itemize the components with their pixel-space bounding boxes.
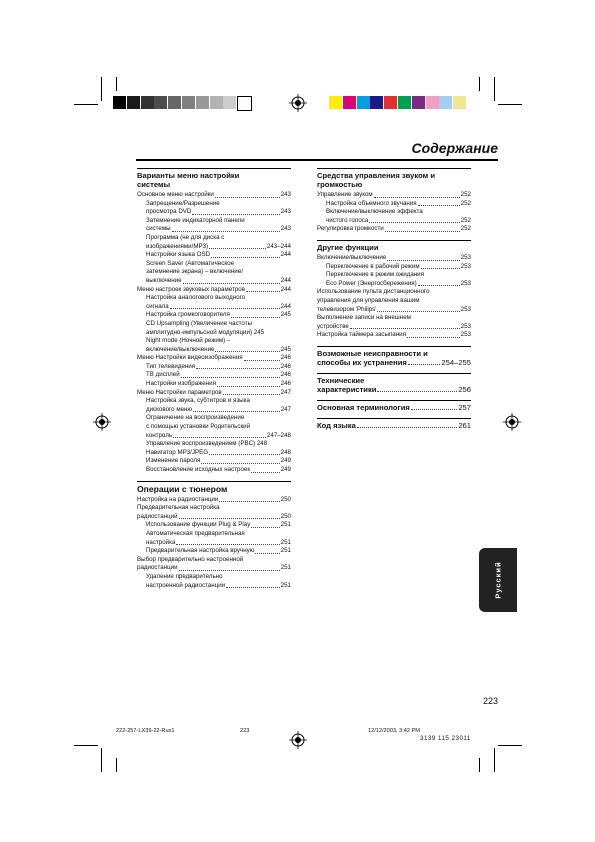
toc-entry-line: Настройка звука, субтитров и языка bbox=[146, 397, 250, 405]
toc-leader-dots bbox=[407, 337, 460, 338]
process-color-swatch bbox=[412, 96, 425, 109]
toc-entry bbox=[317, 200, 471, 209]
toc-entry-text: Управление звуком bbox=[317, 191, 373, 198]
toc-entry-page: 249 bbox=[280, 457, 291, 465]
toc-section bbox=[317, 373, 471, 394]
toc-entry-page: 252 bbox=[460, 216, 471, 224]
toc-leader-dots bbox=[179, 570, 280, 571]
toc-leader-dots bbox=[179, 518, 280, 519]
toc-entry-line: Ограничение на воспроизведение bbox=[146, 414, 245, 422]
toc-entry-line: Запрещение/Разрешение bbox=[146, 199, 220, 207]
toc-leader-dots bbox=[196, 368, 280, 369]
toc-entry bbox=[137, 539, 291, 548]
page-number: 223 bbox=[482, 696, 498, 706]
toc-entry-text: Изменение пароля bbox=[146, 457, 201, 465]
toc-entry-text: сигнала bbox=[146, 302, 169, 310]
toc-leader-dots bbox=[219, 501, 279, 502]
grayscale-swatch bbox=[168, 96, 181, 109]
toc-entry-page: 253 bbox=[460, 322, 471, 330]
crop-mark-bottom-right-v bbox=[494, 748, 495, 772]
toc-entry-line: Night mode (Ночной режим) – bbox=[146, 337, 231, 345]
toc-entry-page: 251 bbox=[280, 521, 291, 529]
toc-entry bbox=[317, 191, 471, 200]
toc-leader-dots bbox=[215, 197, 280, 198]
toc-entry-text: настроенной радиостанции bbox=[146, 581, 226, 589]
toc-leader-dots bbox=[421, 268, 460, 269]
language-side-tab bbox=[479, 548, 517, 612]
toc-entry-page: 245 bbox=[280, 311, 291, 319]
toc-entry bbox=[137, 440, 291, 449]
title-rule bbox=[136, 159, 498, 161]
toc-entry bbox=[137, 191, 291, 200]
toc-entry-text: включение/выключение bbox=[146, 345, 215, 353]
toc-leader-dots bbox=[246, 291, 280, 292]
toc-entry-text: Использование функции Plug & Play bbox=[146, 521, 251, 529]
toc-entry bbox=[317, 323, 471, 332]
toc-entry bbox=[137, 513, 291, 522]
crop-mark-bottom-right-h bbox=[498, 745, 522, 746]
toc-entry bbox=[137, 286, 291, 295]
grayscale-swatch bbox=[154, 96, 167, 109]
toc-entry-page: 257 bbox=[458, 402, 471, 412]
toc-leader-dots bbox=[231, 317, 280, 318]
toc-entry-line: Использование пульта дистанционного bbox=[317, 288, 430, 296]
toc-entry-text: радиостанции bbox=[137, 564, 178, 572]
toc-entry-line: CD Upsampling (Увеличение частоты bbox=[146, 319, 253, 327]
toc-entry-text: устройстве bbox=[317, 322, 349, 330]
toc-entry bbox=[137, 582, 291, 591]
toc-section-title-line: Средства управления звуком и bbox=[317, 171, 436, 180]
toc-entry bbox=[317, 225, 471, 234]
toc-section bbox=[317, 240, 471, 340]
toc-entry-page: 249 bbox=[280, 466, 291, 473]
toc-leader-dots bbox=[209, 454, 280, 455]
toc-section-title-line: системы bbox=[137, 180, 171, 189]
toc-leader-dots bbox=[411, 409, 458, 410]
toc-entry-page: 256 bbox=[458, 384, 471, 394]
toc-leader-dots bbox=[387, 260, 459, 261]
grayscale-swatch bbox=[127, 96, 140, 109]
process-color-swatch bbox=[384, 96, 397, 109]
toc-entry-page: 254–255 bbox=[441, 357, 471, 367]
toc-entry-text: Управление воспроизведением (PBC) bbox=[146, 440, 256, 448]
toc-entry-page: 252 bbox=[460, 199, 471, 207]
toc-entry-page: 252 bbox=[460, 225, 471, 233]
toc-entry bbox=[137, 496, 291, 505]
toc-entry-page: 253 bbox=[460, 253, 471, 261]
crop-mark-top-right-h bbox=[498, 104, 522, 105]
toc-section-title-line: громкостью bbox=[317, 180, 363, 189]
toc-section-title bbox=[137, 168, 291, 189]
process-color-swatch bbox=[426, 96, 439, 109]
toc-entry-text: амплитудно-импульсной модуляции) bbox=[146, 328, 253, 336]
toc-entry-text: Настройки изображения bbox=[146, 380, 216, 388]
process-color-swatch bbox=[439, 96, 452, 109]
crop-mark-top-left-h bbox=[74, 104, 98, 105]
toc-right-column bbox=[317, 168, 471, 436]
toc-entry-page: 253 bbox=[460, 305, 471, 313]
toc-entry bbox=[137, 389, 291, 398]
crop-mark-top-left-v bbox=[101, 77, 102, 101]
registration-mark-right-icon bbox=[503, 413, 521, 431]
toc-entry bbox=[137, 225, 291, 234]
toc-entry-text: Восстановление исходных настроек bbox=[146, 466, 251, 473]
toc-entry-text: характеристики bbox=[317, 384, 377, 394]
toc-left-column bbox=[137, 168, 291, 596]
page-title: Содержание bbox=[411, 140, 498, 156]
toc-leader-dots bbox=[223, 394, 280, 395]
toc-section-title-line: Другие функции bbox=[317, 242, 379, 252]
toc-section bbox=[317, 168, 471, 234]
toc-leader-dots bbox=[183, 283, 280, 284]
toc-entry-page: 247 bbox=[280, 388, 291, 396]
toc-entry-page: 245 bbox=[253, 328, 265, 336]
toc-section-title-line: Возможные неисправности и bbox=[317, 348, 428, 358]
toc-entry-text: дискового меню bbox=[146, 405, 193, 413]
toc-entry-line: Выполнение записи на внешнем bbox=[317, 314, 411, 322]
toc-leader-dots bbox=[244, 360, 280, 361]
toc-entry-text: Меню настроек звуковых параметров bbox=[137, 285, 245, 293]
toc-entry-text: Предварительная настройка вручную bbox=[146, 547, 255, 555]
toc-leader-dots bbox=[385, 231, 460, 232]
toc-entry-text: Настройка таймера засыпания bbox=[317, 331, 406, 339]
toc-entry bbox=[137, 466, 291, 475]
toc-leader-dots bbox=[377, 311, 459, 312]
toc-entry-line: Удаление предварительно bbox=[146, 572, 223, 580]
toc-entry-page: 243 bbox=[280, 191, 291, 198]
toc-leader-dots bbox=[350, 328, 460, 329]
toc-entry-page: 246 bbox=[280, 380, 291, 388]
toc-entry-text: Настройка на радиостанции bbox=[137, 495, 219, 503]
toc-leader-dots bbox=[369, 222, 459, 223]
toc-entry-line: Затемнение индикаторной панели bbox=[146, 216, 245, 224]
toc-entry-page: 252 bbox=[460, 191, 471, 198]
toc-section-title-row bbox=[317, 403, 471, 412]
toc-entry bbox=[137, 363, 291, 372]
toc-leader-dots bbox=[215, 351, 279, 352]
process-color-swatch bbox=[370, 96, 383, 109]
toc-entry-text: системы bbox=[146, 225, 171, 233]
toc-entry-page: 246 bbox=[280, 362, 291, 370]
toc-entry-page: 244 bbox=[280, 276, 291, 284]
toc-entry-text: просмотра DVD bbox=[146, 208, 192, 216]
toc-entry bbox=[137, 449, 291, 458]
toc-entry-text: Регулировка громкости bbox=[317, 225, 384, 233]
toc-leader-dots bbox=[193, 411, 280, 412]
registration-mark-left-icon bbox=[93, 413, 111, 431]
toc-entry bbox=[137, 432, 291, 441]
toc-entry-text: способы их устранения bbox=[317, 357, 407, 367]
toc-leader-dots bbox=[209, 248, 266, 249]
toc-entry-line: с помощью установки Родительский bbox=[146, 423, 251, 431]
toc-leader-dots bbox=[408, 364, 441, 365]
toc-entry-page: 250 bbox=[280, 495, 291, 503]
toc-entry-page: 245 bbox=[280, 345, 291, 353]
toc-entry-text: выключение bbox=[146, 276, 182, 284]
toc-entry bbox=[137, 564, 291, 573]
toc-entry-page: 246 bbox=[280, 371, 291, 379]
toc-entry-line: Переключение в режим ожидания bbox=[326, 271, 424, 279]
toc-entry-page: 253 bbox=[460, 262, 471, 270]
toc-entry-text: телевизором 'Philips' bbox=[317, 305, 377, 313]
toc-entry-text: Переключение в рабочий режим bbox=[326, 262, 420, 270]
toc-entry bbox=[137, 457, 291, 466]
toc-entry bbox=[317, 331, 471, 340]
toc-section bbox=[317, 418, 471, 430]
footer-doc-number: 3139 115 23011 bbox=[420, 735, 471, 742]
toc-entry-page: 251 bbox=[280, 538, 291, 546]
toc-entry-text: Настройки языка OSD bbox=[146, 251, 211, 259]
toc-section-title-line: Технические bbox=[317, 375, 365, 385]
toc-section-title bbox=[137, 481, 291, 494]
grayscale-swatch bbox=[182, 96, 195, 109]
toc-entry-page: 244 bbox=[280, 302, 291, 310]
toc-entry-line: Предварительная настройка bbox=[137, 504, 220, 512]
toc-entry-page: 243 bbox=[280, 225, 291, 233]
footer-file-name: 222-257-LX39-22-Rus1 bbox=[116, 728, 175, 734]
toc-entry-line: Программа (не для диска с bbox=[146, 233, 225, 241]
crop-mark-bottom-left-h bbox=[74, 745, 98, 746]
toc-section-title bbox=[317, 418, 471, 430]
toc-entry-page: 247 bbox=[280, 405, 291, 413]
toc-leader-dots bbox=[377, 391, 457, 392]
toc-entry-text: ТВ дисплей bbox=[146, 371, 180, 379]
toc-entry-page: 261 bbox=[458, 420, 471, 430]
toc-section-title bbox=[317, 373, 471, 394]
toc-entry-page: 253 bbox=[460, 331, 471, 339]
registration-mark-top-icon bbox=[289, 94, 307, 112]
toc-section bbox=[137, 481, 291, 591]
process-color-swatch bbox=[398, 96, 411, 109]
process-color-swatch bbox=[329, 96, 342, 109]
toc-entry-page: 248 bbox=[280, 448, 291, 456]
toc-section-title bbox=[317, 240, 471, 252]
toc-entry-page: 243–244 bbox=[266, 242, 291, 250]
toc-entry bbox=[317, 254, 471, 263]
toc-leader-dots bbox=[251, 527, 279, 528]
toc-entry-page: 251 bbox=[280, 581, 291, 589]
toc-entry-text: Меню Настройки параметров bbox=[137, 388, 222, 396]
toc-entry bbox=[137, 277, 291, 286]
toc-entry bbox=[137, 243, 291, 252]
toc-entry-text: контроль bbox=[146, 431, 173, 439]
toc-leader-dots bbox=[173, 437, 266, 438]
toc-entry-line: управления для управления вашим bbox=[317, 296, 420, 304]
toc-section-title bbox=[317, 168, 471, 189]
toc-entry-page: 251 bbox=[280, 547, 291, 555]
toc-section-title-row bbox=[317, 358, 471, 367]
toc-entry bbox=[137, 346, 291, 355]
toc-section-title-line: Варианты меню настройки bbox=[137, 171, 240, 180]
toc-section-title bbox=[317, 400, 471, 412]
toc-entry-line: затемнение экрана) – включение/ bbox=[146, 268, 243, 276]
toc-leader-dots bbox=[418, 285, 460, 286]
grayscale-swatch bbox=[113, 96, 126, 109]
toc-leader-dots bbox=[217, 386, 280, 387]
toc-entry-line: Включение/выключение эффекта bbox=[326, 208, 423, 216]
toc-entry bbox=[137, 521, 291, 530]
toc-entry bbox=[137, 311, 291, 320]
toc-section-title bbox=[317, 346, 471, 367]
crop-mark-top-right-v bbox=[494, 77, 495, 101]
process-color-swatch bbox=[453, 96, 466, 109]
toc-entry-page: 253 bbox=[460, 279, 471, 287]
toc-entry-text: Включение/выключение bbox=[317, 253, 387, 261]
toc-leader-dots bbox=[418, 205, 460, 206]
toc-leader-dots bbox=[192, 214, 279, 215]
side-tab-label: Русский bbox=[493, 561, 503, 599]
registration-mark-bottom-icon bbox=[289, 731, 307, 749]
toc-leader-dots bbox=[170, 308, 280, 309]
toc-section bbox=[137, 168, 291, 475]
toc-entry-text: Код языка bbox=[317, 420, 356, 430]
toc-entry bbox=[137, 406, 291, 415]
toc-leader-dots bbox=[211, 257, 280, 258]
toc-entry bbox=[317, 217, 471, 226]
toc-leader-dots bbox=[255, 553, 279, 554]
toc-entry-page: 246 bbox=[280, 354, 291, 362]
toc-entry-page: 250 bbox=[280, 512, 291, 520]
toc-section-title-row bbox=[317, 385, 471, 394]
toc-entry-page: 244 bbox=[280, 251, 291, 259]
toc-section-title-line: Операции с тюнером bbox=[137, 483, 228, 494]
crop-mark-bottom-left-v2 bbox=[116, 758, 117, 772]
toc-entry-line: Настройка аналогового выходного bbox=[146, 294, 246, 302]
crop-mark-bottom-left-v bbox=[101, 748, 102, 772]
process-color-swatch bbox=[357, 96, 370, 109]
toc-entry-page: 251 bbox=[280, 564, 291, 572]
toc-leader-dots bbox=[357, 427, 458, 428]
toc-entry bbox=[317, 263, 471, 272]
toc-entry bbox=[137, 371, 291, 380]
toc-entry-text: Основная терминология bbox=[317, 402, 410, 412]
grayscale-swatch bbox=[210, 96, 223, 109]
toc-entry-text: изображениями/MP3) bbox=[146, 242, 209, 250]
toc-entry-text: Настройка громкоговорителя bbox=[146, 311, 230, 319]
crop-mark-top-left-v2 bbox=[116, 77, 117, 91]
toc-section-title-row bbox=[317, 421, 471, 430]
toc-entry bbox=[137, 208, 291, 217]
crop-mark-top-right-v2 bbox=[479, 77, 480, 91]
toc-entry-page: 244 bbox=[280, 285, 291, 293]
toc-entry bbox=[317, 280, 471, 289]
toc-entry-page: 247–248 bbox=[266, 431, 291, 439]
grayscale-swatch bbox=[223, 96, 236, 109]
toc-leader-dots bbox=[172, 231, 280, 232]
process-color-swatch bbox=[343, 96, 356, 109]
toc-entry-text: Eco Power (Энергосбережения) bbox=[326, 279, 417, 287]
toc-entry-text: Настройка объемного звучания bbox=[326, 199, 417, 207]
grayscale-swatch bbox=[237, 96, 252, 111]
toc-leader-dots bbox=[251, 472, 280, 473]
toc-entry-text: Навигатор MP3/JPEG bbox=[146, 448, 209, 456]
footer-page: 223 bbox=[240, 728, 250, 734]
grayscale-swatch bbox=[196, 96, 209, 109]
toc-entry bbox=[137, 547, 291, 556]
toc-entry-line: Автоматическая предварительная bbox=[146, 529, 245, 537]
toc-entry bbox=[137, 354, 291, 363]
toc-leader-dots bbox=[226, 587, 280, 588]
toc-entry-page: 243 bbox=[280, 208, 291, 216]
toc-entry bbox=[137, 329, 291, 338]
toc-entry-text: Основное меню настройки bbox=[137, 191, 214, 198]
toc-entry-line: Screen Saver (Автоматическое bbox=[146, 259, 235, 267]
toc-entry-text: Тип телевидения bbox=[146, 362, 196, 370]
footer-timestamp: 12/12/2003, 3:42 PM bbox=[368, 728, 420, 734]
toc-entry-text: чистого голоса bbox=[326, 216, 369, 224]
toc-section bbox=[317, 346, 471, 367]
toc-entry bbox=[137, 251, 291, 260]
toc-entry bbox=[137, 380, 291, 389]
crop-mark-bottom-right-v2 bbox=[479, 758, 480, 772]
toc-entry-text: радиостанций bbox=[137, 512, 178, 520]
toc-leader-dots bbox=[374, 197, 460, 198]
toc-leader-dots bbox=[181, 377, 280, 378]
toc-entry bbox=[317, 306, 471, 315]
toc-section bbox=[317, 400, 471, 412]
toc-leader-dots bbox=[176, 544, 279, 545]
toc-entry-line: Выбор предварительно настроенной bbox=[137, 555, 244, 563]
toc-entry-page: 248 bbox=[256, 440, 268, 448]
toc-entry bbox=[137, 303, 291, 312]
grayscale-swatch bbox=[141, 96, 154, 109]
toc-leader-dots bbox=[201, 463, 279, 464]
toc-entry-text: настройка bbox=[146, 538, 176, 546]
toc-entry-text: Меню Настройки видеоизображения bbox=[137, 354, 243, 362]
